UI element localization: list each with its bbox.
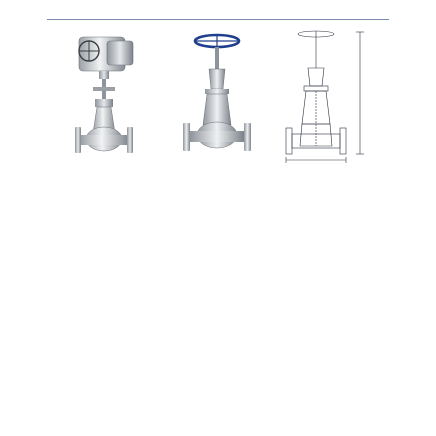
header-rule	[47, 19, 389, 20]
gate-valve-drawing	[276, 28, 378, 166]
page-header	[47, 8, 389, 21]
handwheel-gate-valve-photo	[170, 28, 264, 168]
actuated-gate-valve-photo	[58, 28, 152, 168]
